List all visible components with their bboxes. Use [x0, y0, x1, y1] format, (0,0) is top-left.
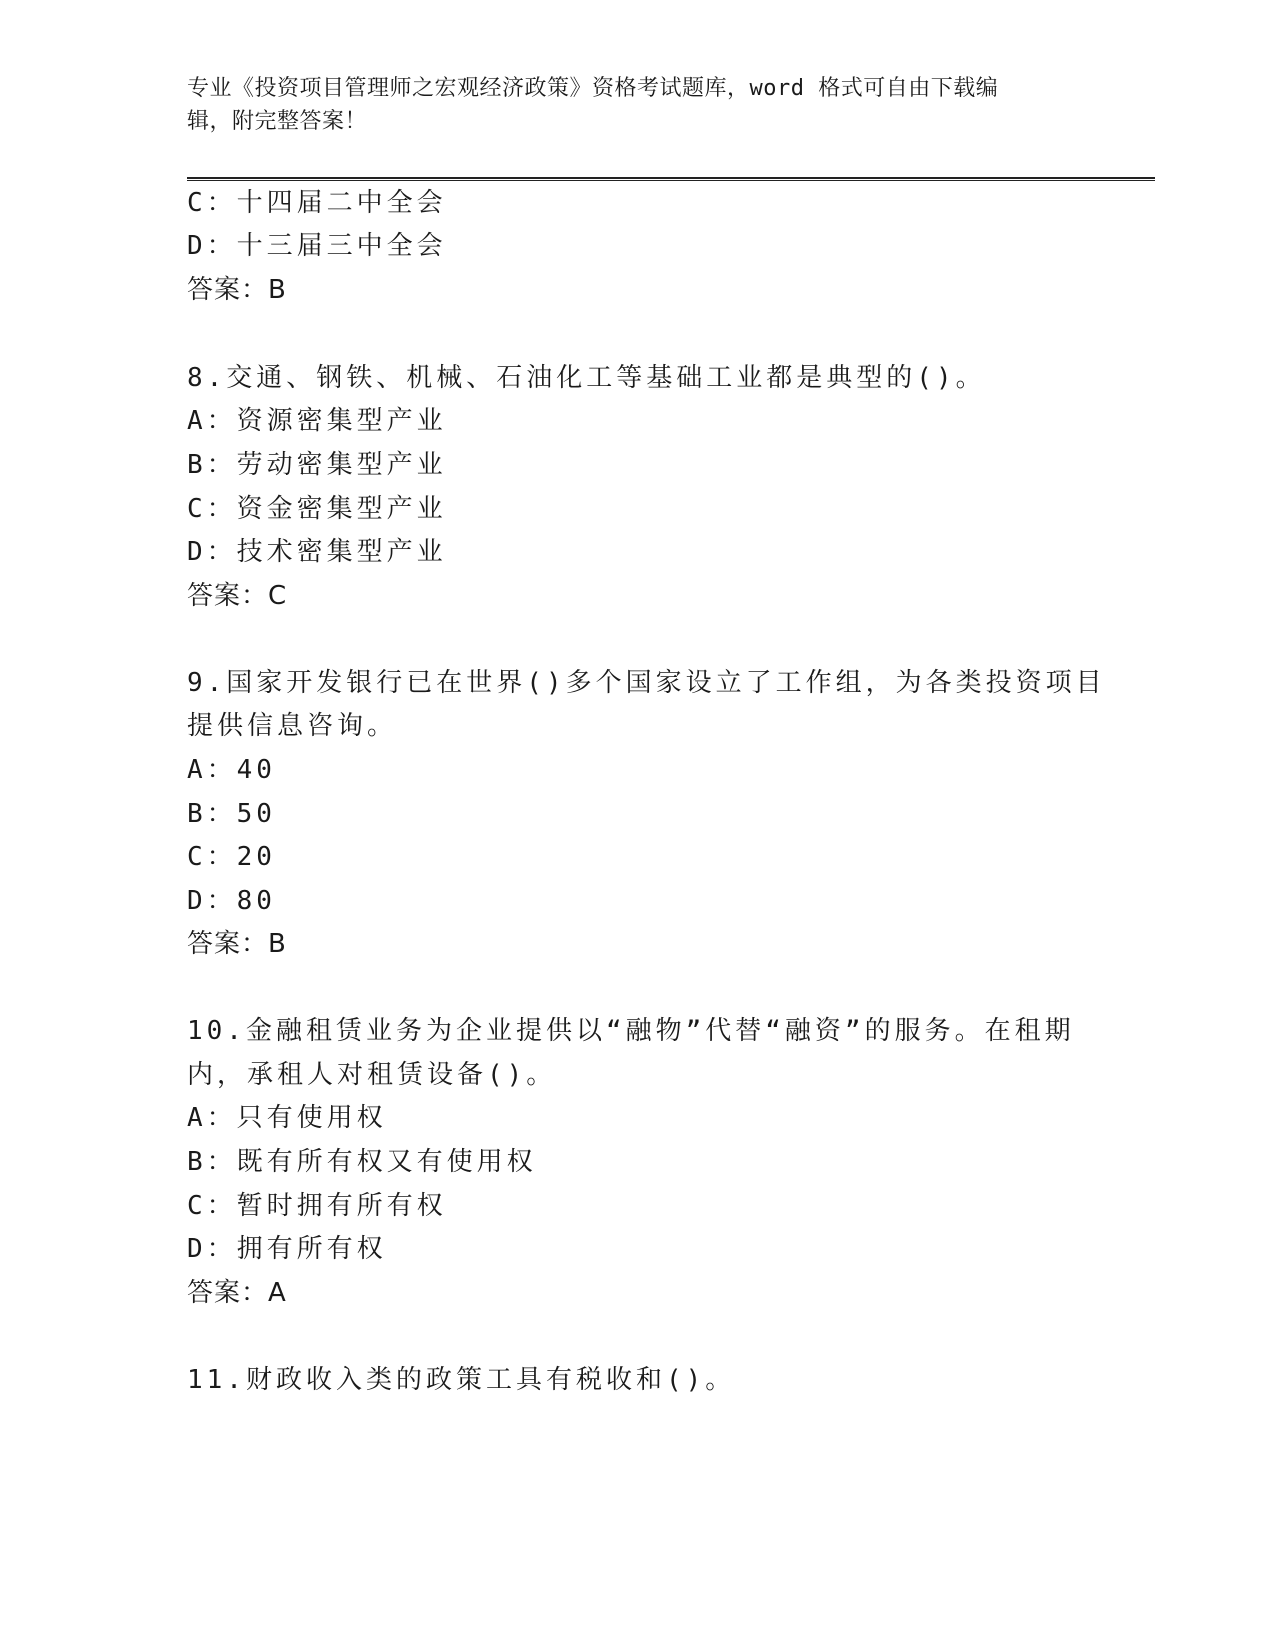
option-line: C：十四届二中全会: [187, 188, 447, 218]
document-page: [187, 0, 1155, 1650]
option-line: B：劳动密集型产业: [187, 450, 447, 480]
option-line: C：20: [187, 842, 276, 872]
option-line: B：50: [187, 799, 276, 829]
header-line-2: 辑，附完整答案！: [187, 109, 368, 134]
option-line: B：既有所有权又有使用权: [187, 1147, 537, 1177]
question-stem: 11.财政收入类的政策工具有税收和()。: [187, 1365, 736, 1395]
question-stem: 内，承租人对租赁设备()。: [187, 1060, 557, 1090]
answer-line: 答案：C: [187, 581, 288, 611]
option-line: D：80: [187, 886, 276, 916]
document-header: [187, 72, 1087, 138]
option-line: D：技术密集型产业: [187, 537, 447, 567]
question-stem: 10.金融租赁业务为企业提供以“融物”代替“融资”的服务。在租期: [187, 1016, 1075, 1046]
header-divider: [187, 177, 1155, 181]
option-line: A：资源密集型产业: [187, 406, 447, 436]
question-stem: 8.交通、钢铁、机械、石油化工等基础工业都是典型的()。: [187, 363, 986, 393]
header-line-1: 专业《投资项目管理师之宏观经济政策》资格考试题库，word 格式可自由下载编: [187, 76, 999, 101]
question-stem: 9.国家开发银行已在世界()多个国家设立了工作组，为各类投资项目: [187, 668, 1106, 698]
option-line: C：暂时拥有所有权: [187, 1191, 447, 1221]
answer-line: 答案：B: [187, 275, 287, 305]
option-line: C：资金密集型产业: [187, 494, 447, 524]
option-line: A：40: [187, 755, 276, 785]
answer-line: 答案：A: [187, 1278, 287, 1308]
option-line: D：拥有所有权: [187, 1234, 387, 1264]
answer-line: 答案：B: [187, 929, 287, 959]
option-line: A：只有使用权: [187, 1103, 387, 1133]
question-stem: 提供信息咨询。: [187, 711, 398, 741]
option-line: D：十三届三中全会: [187, 231, 447, 261]
